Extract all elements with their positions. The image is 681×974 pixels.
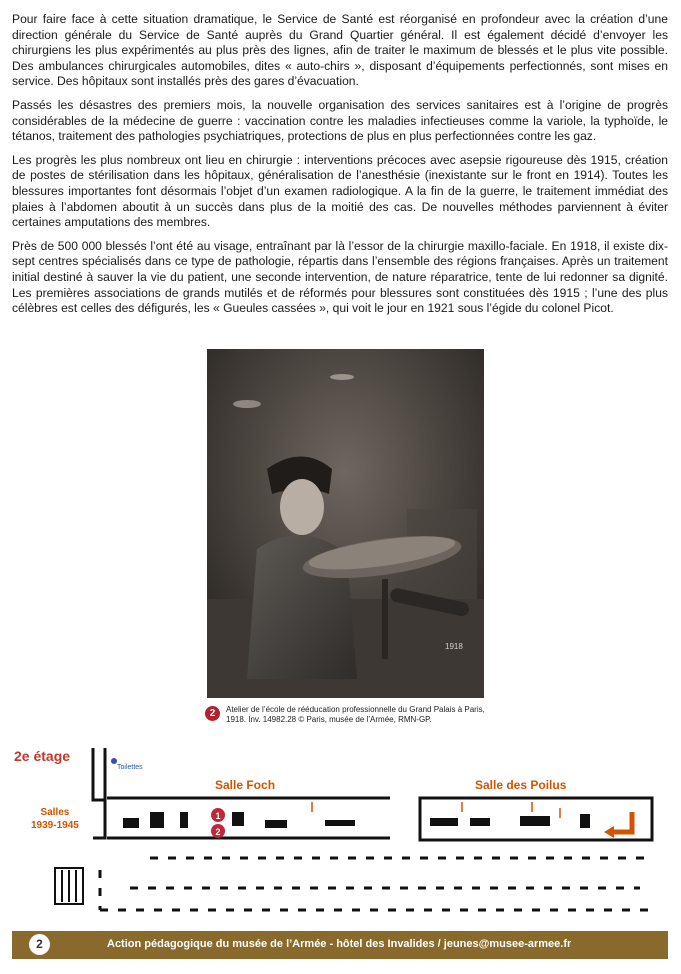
photo-caption (205, 705, 495, 725)
page-number: 2 (29, 934, 50, 955)
paragraph: Près de 500 000 blessés l’ont été au visage, entraînant par là l’essor de la chirurgie maxillo-faciale. En 1918, il existe dix-sept centres spécialisés dans ce type de pathologie, répartis dans l’ensemble des régions françaises. Après un traitement initial destiné à sauver la vie du patient, une seconde intervention, de nature réparatrice, tente de lui redonner sa dignité. Les premières associations de grands mutilés et de réformés pour blessures sont constituées dès 1915 ; l’une des plus célèbres est celles des défigurés, les « Gueules cassées », qui voit le jour en 1921 sous l’égide du colonel Picot. (12, 238, 668, 316)
toilets-label: Toilettes (117, 764, 143, 771)
paragraph: Les progrès les plus nombreux ont lieu en chirurgie : interventions précoces avec asepsie rigoureuse dès 1915, création de postes de stérilisation dans les hôpitaux, généralisation de l’anesthésie (inexistante sur le front en 1914). Toutes les blessures importantes font désormais l’objet d’un examen radiologique. A la fin de la guerre, le traitement immédiat des plaies à l’abdomen aboutit à un succès dans plus de la moitié des cas. De nouvelles méthodes parviennent à éviter certaines amputations des membres. (12, 152, 668, 230)
workshop-photo (207, 349, 484, 698)
floor-map (0, 740, 681, 925)
salles-line2: 1939-1945 (31, 820, 79, 831)
map-marker-2: 2 (215, 827, 221, 837)
room-poilus-label: Salle des Poilus (475, 778, 567, 792)
footer-text: Action pédagogique du musée de l’Armée - hôtel des Invalides / jeunes@musee-armee.fr (107, 938, 572, 950)
paragraph: Pour faire face à cette situation dramatique, le Service de Santé est réorganisé en profondeur avec la création d’une direction générale du Service de Santé auprès du Grand Quartier général. Il est également décidé d’envoyer les chirurgiens les plus expérimentés au plus près des lignes, afin de traiter le maximum de blessés et le plus vite possible. Des ambulances chirurgicales automobiles, dites « auto-chirs », disposant d’équipements perfectionnés, sont mises en service. Des hôpitaux sont installés près des gares d’évacuation. (12, 12, 668, 89)
photo-signature: 1918 (445, 642, 463, 651)
map-marker-1: 1 (215, 811, 221, 821)
caption-number-badge: 2 (205, 706, 220, 721)
stairs-arrow-icon (612, 812, 632, 832)
floor-label: 2e étage (14, 748, 71, 764)
footer-bar (12, 931, 668, 959)
salles-line1: Salles (40, 807, 70, 818)
body-text (12, 12, 668, 325)
room-foch-label: Salle Foch (215, 778, 276, 792)
photo-illustration (207, 349, 484, 698)
caption-text: Atelier de l’école de rééducation professionnelle du Grand Palais à Paris, 1918. Inv. 14982.28 © Paris, musée de l’Armée, RMN-GP. (226, 705, 485, 724)
paragraph: Passés les désastres des premiers mois, la nouvelle organisation des services sanitaires est à l’origine de progrès considérables de la médecine de guerre : vaccination contre les maladies infectieuses comme la variole, la typhoïde, le tétanos, traitement des pathologies psychiatriques, protections de plus en plus perfectionnées contre les gaz. (12, 97, 668, 144)
